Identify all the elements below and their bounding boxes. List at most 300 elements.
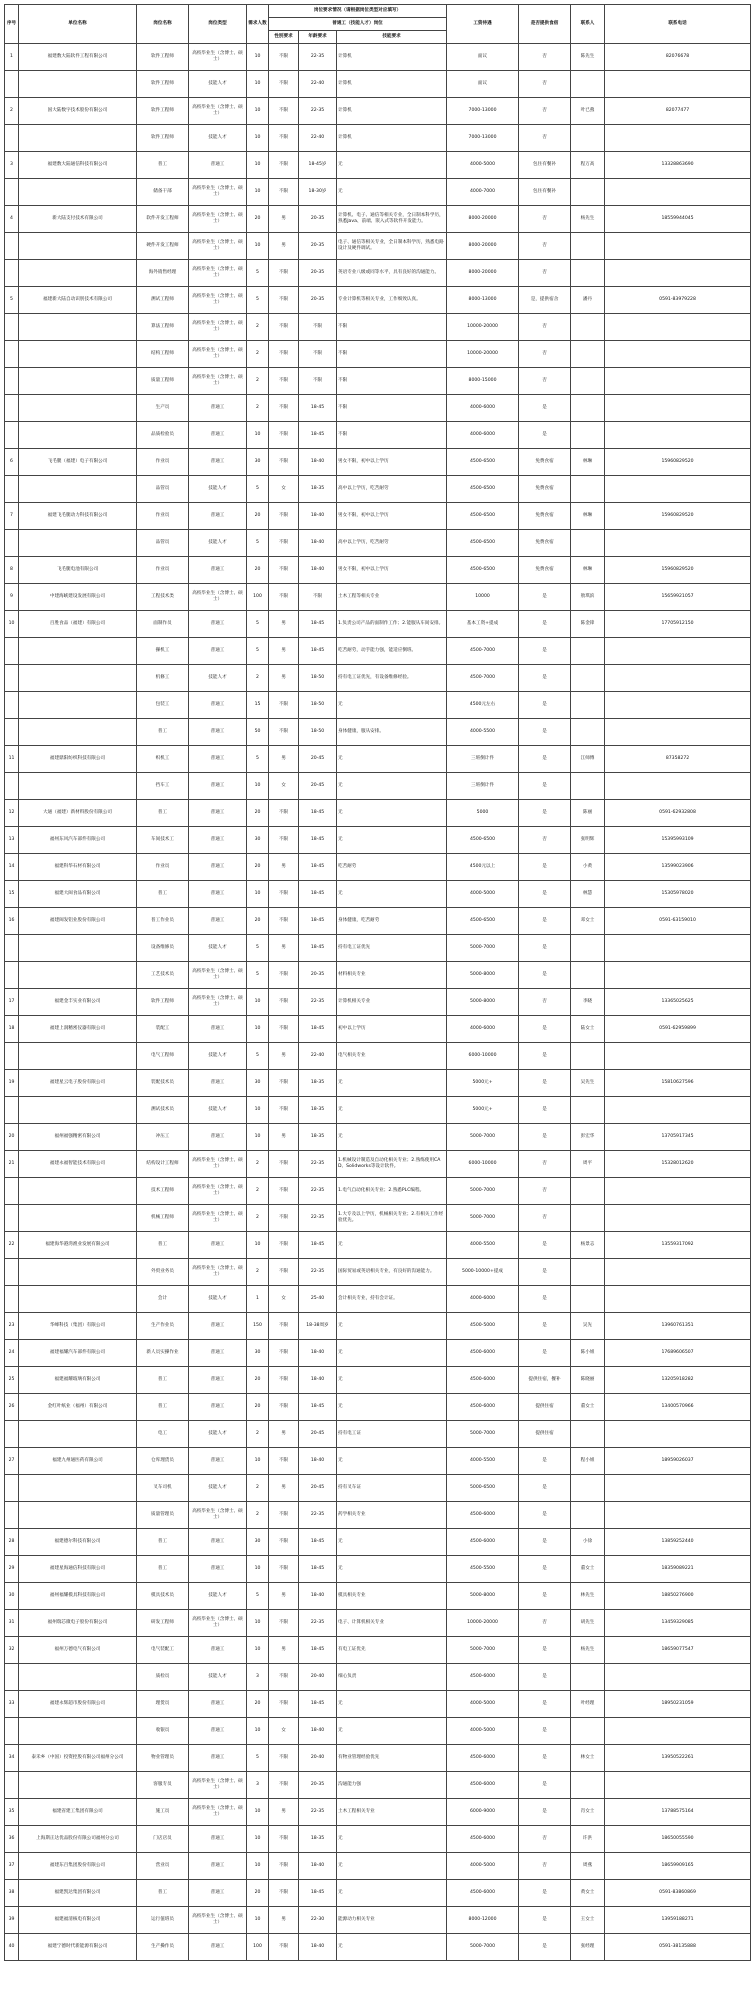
cell-no: 23: [5, 1313, 19, 1340]
cell-skill: 国际贸易或英语相关专业，有良好的沟通能力。: [337, 1259, 447, 1286]
cell-company: 福建福耀汽车部件有限公司: [19, 1340, 137, 1367]
cell-no: 18: [5, 1016, 19, 1043]
cell-type: 技能人才: [189, 935, 247, 962]
cell-age: 22-35: [299, 1151, 337, 1178]
cell-phone: [605, 638, 751, 665]
cell-lodging: 是: [519, 1313, 571, 1340]
header-position: 岗位名称: [137, 5, 189, 44]
cell-age: 18-40: [299, 1853, 337, 1880]
header-salary: 工资待遇: [447, 5, 519, 44]
cell-type: 普通工: [189, 1016, 247, 1043]
cell-type: 普通工: [189, 692, 247, 719]
cell-age: 18-35: [299, 476, 337, 503]
cell-type: 普通工: [189, 1745, 247, 1772]
cell-position: 营业员: [137, 1853, 189, 1880]
cell-headcount: 5: [247, 962, 269, 989]
cell-company: 福州福强精密有限公司: [19, 1124, 137, 1151]
cell-lodging: 是: [519, 1070, 571, 1097]
cell-headcount: 20: [247, 908, 269, 935]
cell-gender: 不限: [269, 908, 299, 935]
cell-lodging: 是: [519, 1529, 571, 1556]
cell-position: 普工: [137, 1394, 189, 1421]
cell-position: 质检员: [137, 1664, 189, 1691]
cell-age: 18-40: [299, 1367, 337, 1394]
cell-contact: 叶经理: [571, 1691, 605, 1718]
cell-lodging: 是: [519, 1637, 571, 1664]
cell-type: 技能人才: [189, 1583, 247, 1610]
cell-position: 挡车工: [137, 773, 189, 800]
cell-headcount: 10: [247, 152, 269, 179]
cell-no: 29: [5, 1556, 19, 1583]
cell-lodging: 是: [519, 422, 571, 449]
table-row: [5, 1880, 751, 1907]
table-row: [5, 530, 751, 557]
header-general-group: 普通工（技能人才）岗位: [269, 18, 447, 31]
cell-skill: 材料相关专业: [337, 962, 447, 989]
cell-age: 18-45: [299, 395, 337, 422]
cell-phone: 18659909165: [605, 1853, 751, 1880]
cell-no: 14: [5, 854, 19, 881]
cell-age: 20-35: [299, 206, 337, 233]
cell-skill: 细心负责: [337, 1664, 447, 1691]
cell-lodging: 否: [519, 1178, 571, 1205]
cell-no: 39: [5, 1907, 19, 1934]
cell-no: 37: [5, 1853, 19, 1880]
table-row: [5, 1124, 751, 1151]
cell-type: 普通工: [189, 1934, 247, 1961]
cell-no: 3: [5, 152, 19, 179]
cell-salary: 5000-7000: [447, 1637, 519, 1664]
cell-position: 物业管理员: [137, 1745, 189, 1772]
cell-company: [19, 665, 137, 692]
cell-no: [5, 530, 19, 557]
cell-company: 福州福耀模具科技有限公司: [19, 1583, 137, 1610]
cell-gender: 不限: [269, 422, 299, 449]
cell-company: [19, 1097, 137, 1124]
cell-gender: 不限: [269, 449, 299, 476]
cell-skill: 无: [337, 1529, 447, 1556]
cell-skill: 电子、通信等相关专业，全日制本科学历，熟悉电路设计及硬件调试。: [337, 233, 447, 260]
cell-contact: 吴先: [571, 1313, 605, 1340]
table-row: [5, 746, 751, 773]
cell-type: 普通工: [189, 1394, 247, 1421]
cell-lodging: 免费食宿: [519, 530, 571, 557]
cell-contact: [571, 125, 605, 152]
cell-headcount: 5: [247, 746, 269, 773]
cell-salary: 5000-7000: [447, 1124, 519, 1151]
cell-phone: 15810627596: [605, 1070, 751, 1097]
cell-gender: 不限: [269, 1772, 299, 1799]
cell-type: 普通工: [189, 1367, 247, 1394]
cell-skill: 不限: [337, 422, 447, 449]
cell-contact: 陈丽: [571, 800, 605, 827]
cell-type: 高校毕业生（含博士、硕士）: [189, 1610, 247, 1637]
cell-gender: 男: [269, 1637, 299, 1664]
cell-type: 高校毕业生（含博士、硕士）: [189, 260, 247, 287]
cell-contact: 程小姐: [571, 1448, 605, 1475]
cell-skill: 不限: [337, 314, 447, 341]
table-row: [5, 1016, 751, 1043]
cell-type: 普通工: [189, 1529, 247, 1556]
cell-position: 织机工: [137, 746, 189, 773]
cell-contact: [571, 233, 605, 260]
cell-salary: 5000-8000: [447, 962, 519, 989]
cell-contact: [571, 773, 605, 800]
cell-phone: 0591-83860869: [605, 1880, 751, 1907]
cell-lodging: 免费食宿: [519, 449, 571, 476]
cell-type: 普通工: [189, 1232, 247, 1259]
cell-headcount: 10: [247, 1799, 269, 1826]
cell-age: 18-45: [299, 1691, 337, 1718]
cell-gender: 不限: [269, 1529, 299, 1556]
cell-no: 17: [5, 989, 19, 1016]
table-row: [5, 1421, 751, 1448]
cell-phone: [605, 1475, 751, 1502]
cell-salary: 5000-7000: [447, 1178, 519, 1205]
cell-position: 新人员实操作业: [137, 1340, 189, 1367]
cell-company: [19, 1259, 137, 1286]
cell-type: 普通工: [189, 1313, 247, 1340]
cell-lodging: 是: [519, 1232, 571, 1259]
cell-type: 高校毕业生（含博士、硕士）: [189, 1502, 247, 1529]
cell-company: 福建宁德时代新能源有限公司: [19, 1934, 137, 1961]
cell-type: 技能人才: [189, 530, 247, 557]
cell-headcount: 5: [247, 1583, 269, 1610]
cell-lodging: 提供住宿: [519, 1421, 571, 1448]
cell-no: [5, 1097, 19, 1124]
header-row-top: [5, 5, 751, 18]
table-row: [5, 233, 751, 260]
cell-company: [19, 395, 137, 422]
cell-gender: 不限: [269, 1070, 299, 1097]
cell-age: 20-45: [299, 1421, 337, 1448]
cell-no: [5, 395, 19, 422]
cell-company: 福建星海通信科技有限公司: [19, 1556, 137, 1583]
cell-contact: 彭宏华: [571, 1124, 605, 1151]
cell-no: 2: [5, 98, 19, 125]
cell-company: [19, 1502, 137, 1529]
cell-contact: 林先生: [571, 1583, 605, 1610]
cell-company: [19, 476, 137, 503]
cell-headcount: 2: [247, 1151, 269, 1178]
cell-type: 高校毕业生（含博士、硕士）: [189, 314, 247, 341]
cell-contact: [571, 1205, 605, 1232]
cell-company: 福建德尔科技有限公司: [19, 1529, 137, 1556]
cell-skill: 男女不限，初中以上学历: [337, 449, 447, 476]
cell-position: 普工: [137, 1880, 189, 1907]
cell-gender: 男: [269, 665, 299, 692]
cell-phone: [605, 719, 751, 746]
cell-gender: 男: [269, 935, 299, 962]
cell-salary: 4500-6500: [447, 827, 519, 854]
cell-company: 华峰科技（集团）有限公司: [19, 1313, 137, 1340]
cell-position: 质量工程师: [137, 368, 189, 395]
cell-phone: 82076678: [605, 44, 751, 71]
cell-lodging: 是: [519, 854, 571, 881]
cell-type: 高校毕业生（含博士、硕士）: [189, 98, 247, 125]
table-row: [5, 1664, 751, 1691]
cell-contact: 肖女士: [571, 1799, 605, 1826]
cell-skill: 无: [337, 746, 447, 773]
cell-salary: 4500-6000: [447, 1745, 519, 1772]
cell-contact: 杨先生: [571, 206, 605, 233]
table-row: [5, 638, 751, 665]
cell-gender: 男: [269, 638, 299, 665]
cell-skill: 男女不限，初中以上学历: [337, 503, 447, 530]
cell-headcount: 10: [247, 44, 269, 71]
cell-company: 上海斯正达优品股份有限公司福州分公司: [19, 1826, 137, 1853]
cell-phone: [605, 935, 751, 962]
cell-no: [5, 1421, 19, 1448]
cell-contact: [571, 1772, 605, 1799]
cell-headcount: 10: [247, 773, 269, 800]
table-row: [5, 908, 751, 935]
cell-salary: 8000-15000: [447, 368, 519, 395]
cell-contact: [571, 1502, 605, 1529]
cell-phone: [605, 530, 751, 557]
cell-company: 金红叶纸业（福州）有限公司: [19, 1394, 137, 1421]
cell-phone: 13705917345: [605, 1124, 751, 1151]
cell-age: 20-35: [299, 1772, 337, 1799]
cell-contact: 陆女士: [571, 1016, 605, 1043]
cell-phone: 13205918282: [605, 1367, 751, 1394]
cell-no: [5, 125, 19, 152]
cell-lodging: 是: [519, 1502, 571, 1529]
cell-type: 普通工: [189, 638, 247, 665]
cell-company: [19, 1043, 137, 1070]
cell-position: 运行值班员: [137, 1907, 189, 1934]
cell-type: 高校毕业生（含博士、硕士）: [189, 1772, 247, 1799]
cell-contact: [571, 1664, 605, 1691]
cell-type: 普通工: [189, 1448, 247, 1475]
cell-salary: 4500-7000: [447, 638, 519, 665]
cell-age: 18-45: [299, 611, 337, 638]
cell-salary: 4500-5500: [447, 1556, 519, 1583]
cell-age: 18-45: [299, 935, 337, 962]
table-row: [5, 314, 751, 341]
cell-contact: 林女士: [571, 1745, 605, 1772]
cell-skill: 有物业管理经验优先: [337, 1745, 447, 1772]
cell-headcount: 10: [247, 98, 269, 125]
cell-contact: 叶已燕: [571, 98, 605, 125]
table-row: [5, 665, 751, 692]
cell-lodging: 是: [519, 1448, 571, 1475]
cell-gender: 不限: [269, 962, 299, 989]
cell-headcount: 10: [247, 1124, 269, 1151]
cell-no: [5, 341, 19, 368]
cell-position: 客服专员: [137, 1772, 189, 1799]
cell-skill: 无: [337, 1448, 447, 1475]
cell-salary: 8000-20000: [447, 260, 519, 287]
cell-company: 福建科华石材有限公司: [19, 854, 137, 881]
cell-age: 18-45: [299, 1529, 337, 1556]
cell-company: 飞毛腿（福建）电子有限公司: [19, 449, 137, 476]
cell-type: 高校毕业生（含博士、硕士）: [189, 584, 247, 611]
header-age: 年龄要求: [299, 31, 337, 44]
cell-type: 普通工: [189, 908, 247, 935]
cell-contact: [571, 260, 605, 287]
cell-no: [5, 638, 19, 665]
cell-salary: 6000-9000: [447, 1799, 519, 1826]
cell-contact: [571, 530, 605, 557]
cell-headcount: 20: [247, 800, 269, 827]
cell-age: 不限: [299, 368, 337, 395]
cell-skill: 吃苦耐劳，动手能力强，能适应倒班。: [337, 638, 447, 665]
cell-contact: [571, 1178, 605, 1205]
cell-lodging: 是: [519, 1124, 571, 1151]
cell-gender: 男: [269, 233, 299, 260]
cell-phone: [605, 962, 751, 989]
cell-contact: [571, 638, 605, 665]
cell-phone: 13859252440: [605, 1529, 751, 1556]
table-row: [5, 1097, 751, 1124]
cell-salary: 5000-10000+提成: [447, 1259, 519, 1286]
cell-contact: 林琳: [571, 449, 605, 476]
header-contact: 联系人: [571, 5, 605, 44]
cell-skill: 无: [337, 1097, 447, 1124]
cell-lodging: 是: [519, 1907, 571, 1934]
table-header: [5, 5, 751, 44]
cell-company: 福建省建工集团有限公司: [19, 1799, 137, 1826]
cell-skill: 无: [337, 1853, 447, 1880]
cell-position: 海外销售经理: [137, 260, 189, 287]
cell-lodging: 是: [519, 611, 571, 638]
cell-contact: [571, 179, 605, 206]
cell-contact: [571, 935, 605, 962]
cell-company: [19, 179, 137, 206]
cell-phone: 15960829520: [605, 557, 751, 584]
cell-lodging: 否: [519, 1853, 571, 1880]
cell-lodging: 是: [519, 773, 571, 800]
cell-headcount: 10: [247, 125, 269, 152]
cell-type: 普通工: [189, 557, 247, 584]
cell-lodging: 是: [519, 1664, 571, 1691]
cell-contact: 张明辉: [571, 827, 605, 854]
cell-lodging: 是: [519, 962, 571, 989]
cell-lodging: 否: [519, 1151, 571, 1178]
cell-no: 10: [5, 611, 19, 638]
cell-salary: 5000-8000: [447, 989, 519, 1016]
table-row: [5, 1178, 751, 1205]
cell-company: 福建上润精密仪器有限公司: [19, 1016, 137, 1043]
cell-contact: [571, 962, 605, 989]
cell-type: 普通工: [189, 1880, 247, 1907]
cell-no: [5, 233, 19, 260]
cell-age: 18-40: [299, 1583, 337, 1610]
cell-lodging: 是: [519, 719, 571, 746]
table-row: [5, 773, 751, 800]
table-row: [5, 1151, 751, 1178]
cell-age: 20-45: [299, 773, 337, 800]
cell-no: [5, 422, 19, 449]
cell-company: 大通（福建）新材料股份有限公司: [19, 800, 137, 827]
table-row: [5, 1529, 751, 1556]
cell-position: 软件工程师: [137, 989, 189, 1016]
cell-skill: 身体健康，服从安排。: [337, 719, 447, 746]
cell-company: 福建九州通医药有限公司: [19, 1448, 137, 1475]
cell-phone: [605, 1718, 751, 1745]
cell-position: 机修工: [137, 665, 189, 692]
cell-position: 工艺技术员: [137, 962, 189, 989]
cell-skill: 无: [337, 1556, 447, 1583]
cell-no: 16: [5, 908, 19, 935]
cell-gender: 不限: [269, 314, 299, 341]
table-row: [5, 98, 751, 125]
cell-no: [5, 314, 19, 341]
cell-position: 作业员: [137, 854, 189, 881]
cell-contact: [571, 1718, 605, 1745]
cell-no: 38: [5, 1880, 19, 1907]
cell-company: [19, 1664, 137, 1691]
cell-type: 高校毕业生（含博士、硕士）: [189, 206, 247, 233]
cell-type: 普通工: [189, 395, 247, 422]
cell-phone: [605, 1502, 751, 1529]
table-row: [5, 1637, 751, 1664]
cell-contact: 董女士: [571, 1556, 605, 1583]
cell-no: [5, 368, 19, 395]
cell-company: [19, 1718, 137, 1745]
cell-company: [19, 1475, 137, 1502]
cell-skill: 不限: [337, 341, 447, 368]
cell-skill: 初中以上学历: [337, 1016, 447, 1043]
cell-headcount: 10: [247, 1232, 269, 1259]
cell-skill: 沟通能力强: [337, 1772, 447, 1799]
cell-salary: 10000-20000: [447, 341, 519, 368]
cell-phone: [605, 1097, 751, 1124]
cell-skill: 无: [337, 1313, 447, 1340]
cell-company: [19, 692, 137, 719]
cell-lodging: 是: [519, 1475, 571, 1502]
header-position-type: 岗位类型: [189, 5, 247, 44]
cell-no: [5, 1502, 19, 1529]
cell-no: 27: [5, 1448, 19, 1475]
cell-position: 普工: [137, 881, 189, 908]
cell-gender: 不限: [269, 1367, 299, 1394]
cell-lodging: 是: [519, 665, 571, 692]
cell-skill: 不限: [337, 395, 447, 422]
cell-position: 生产员: [137, 395, 189, 422]
cell-age: 20-35: [299, 233, 337, 260]
cell-salary: 6000-10000: [447, 1151, 519, 1178]
cell-contact: 杨景志: [571, 1232, 605, 1259]
cell-age: 18-40: [299, 449, 337, 476]
cell-lodging: 否: [519, 1205, 571, 1232]
cell-skill: 无: [337, 1826, 447, 1853]
cell-position: 品管员: [137, 530, 189, 557]
table-row: [5, 719, 751, 746]
cell-age: 20-40: [299, 1745, 337, 1772]
cell-salary: 4500-6000: [447, 1880, 519, 1907]
cell-contact: 张经理: [571, 1934, 605, 1961]
table-body: [5, 44, 751, 1961]
cell-contact: [571, 1421, 605, 1448]
header-headcount: 需求人数: [247, 5, 269, 44]
cell-salary: 8000-20000: [447, 233, 519, 260]
cell-position: 理货员: [137, 1691, 189, 1718]
cell-skill: 能源动力相关专业: [337, 1907, 447, 1934]
cell-lodging: 否: [519, 314, 571, 341]
cell-gender: 不限: [269, 1313, 299, 1340]
cell-company: 福建东百集团股份有限公司: [19, 1853, 137, 1880]
cell-salary: 4500-7000: [447, 665, 519, 692]
cell-phone: 13400570966: [605, 1394, 751, 1421]
cell-headcount: 100: [247, 1934, 269, 1961]
table-row: [5, 395, 751, 422]
cell-position: 普工作业员: [137, 908, 189, 935]
cell-salary: 基本工资+提成: [447, 611, 519, 638]
cell-position: 软件工程师: [137, 98, 189, 125]
table-row: [5, 854, 751, 881]
